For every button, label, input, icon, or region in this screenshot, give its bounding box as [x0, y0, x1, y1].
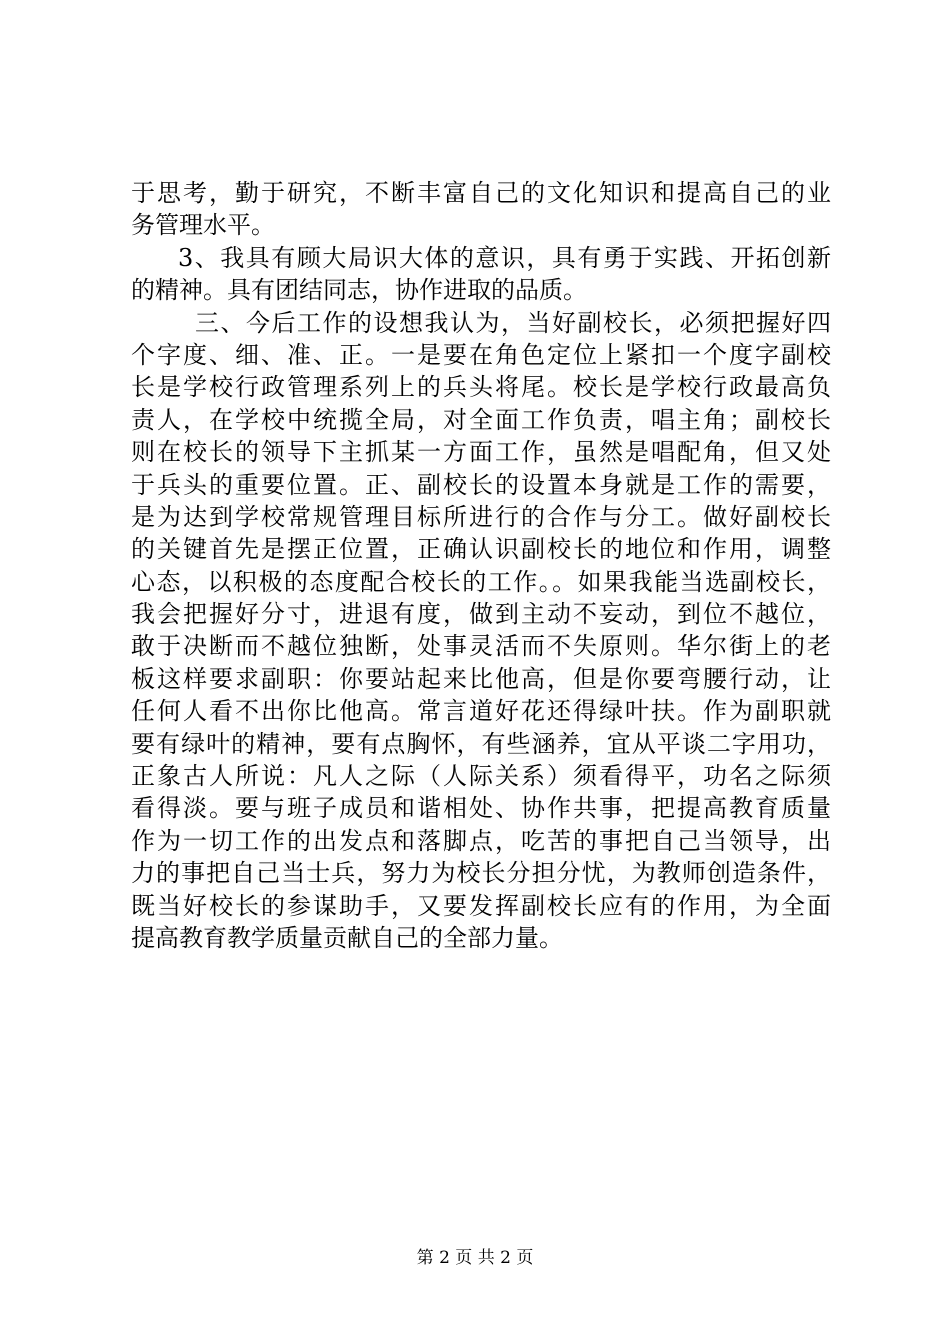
page-number-footer: 第 2 页 共 2 页: [416, 1248, 534, 1268]
text-line: 个字度、细、准、正。一是要在角色定位上紧扣一个度字副校: [131, 340, 831, 369]
text-line: 看得淡。要与班子成员和谐相处、协作共事，把提高教育质量: [131, 794, 831, 823]
text-line: 板这样要求副职：你要站起来比他高，但是你要弯腰行动，让: [131, 664, 831, 693]
text-line: 既当好校长的参谋助手，又要发挥副校长应有的作用，为全面: [131, 891, 831, 920]
text-line: 是为达到学校常规管理目标所进行的合作与分工。做好副校长: [131, 502, 831, 531]
text-line: 任何人看不出你比他高。常言道好花还得绿叶扶。作为副职就: [131, 697, 831, 726]
text-line: 责人，在学校中统揽全局，对全面工作负责，唱主角；副校长: [131, 405, 831, 434]
text-line: 提高教育教学质量贡献自己的全部力量。: [131, 923, 563, 952]
text-line: 的精神。具有团结同志，协作进取的品质。: [131, 276, 587, 305]
text-line: 3、我具有顾大局识大体的意识，具有勇于实践、开拓创新: [178, 243, 831, 272]
text-line: 要有绿叶的精神，要有点胸怀，有些涵养，宜从平谈二字用功，: [131, 729, 831, 758]
text-line: 长是学校行政管理系列上的兵头将尾。校长是学校行政最高负: [131, 373, 831, 402]
text-line: 务管理水平。: [131, 211, 275, 240]
text-line: 三、今后工作的设想我认为，当好副校长，必须把握好四: [195, 308, 831, 337]
text-line: 敢于决断而不越位独断，处事灵活而不失原则。华尔街上的老: [131, 632, 831, 661]
text-line: 力的事把自己当士兵，努力为校长分担分忧，为教师创造条件，: [131, 859, 831, 888]
text-line: 正象古人所说：凡人之际（人际关系）须看得平，功名之际须: [131, 762, 831, 791]
document-body: [131, 177, 831, 954]
text-line: 于兵头的重要位置。正、副校长的设置本身就是工作的需要，: [131, 470, 831, 499]
text-line: 的关键首先是摆正位置，正确认识副校长的地位和作用，调整: [131, 535, 831, 564]
text-line: 我会把握好分寸，进退有度，做到主动不妄动，到位不越位，: [131, 600, 831, 629]
text-line: 于思考，勤于研究，不断丰富自己的文化知识和提高自己的业: [131, 179, 831, 207]
text-line: 则在校长的领导下主抓某一方面工作，虽然是唱配角，但又处: [131, 438, 831, 467]
text-line: 心态，以积极的态度配合校长的工作。。如果我能当选副校长，: [131, 567, 831, 596]
text-line: 作为一切工作的出发点和落脚点，吃苦的事把自己当领导，出: [131, 826, 831, 855]
